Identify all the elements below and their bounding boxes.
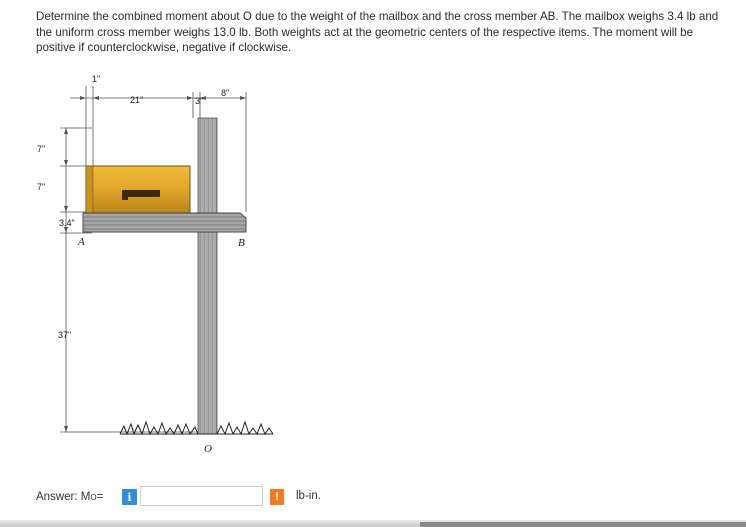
- post: [198, 118, 217, 434]
- dim-21in-label: 21": [130, 95, 144, 105]
- dimension-lines: [60, 86, 246, 432]
- question-text: Determine the combined moment about O due to the weight of the mailbox and the cross member AB. The mailbox weighs 3.4 lb and the uniform cross member weighs 13.0 lb. Both weights act at the geometric centers of the respective items. The moment will be positive if counterclockwise, negative if clockwise.: [36, 10, 719, 54]
- point-o-label: O: [204, 443, 212, 455]
- answer-row: [36, 486, 103, 508]
- answer-label-equals: =: [96, 491, 104, 503]
- mailbox: [86, 166, 190, 213]
- answer-label-subscript: O: [90, 493, 97, 502]
- dim-3in-label: 3": [195, 96, 204, 106]
- cross-member-ab: [83, 213, 246, 232]
- answer-input[interactable]: [140, 486, 263, 506]
- dim-8in-label: 8": [221, 88, 230, 98]
- dim-1in-label: 1": [92, 74, 101, 84]
- point-b-label: B: [238, 237, 245, 249]
- warning-icon[interactable]: !: [270, 489, 284, 505]
- bottom-border-dark: [420, 522, 746, 527]
- answer-label: [36, 491, 103, 503]
- info-icon[interactable]: i: [122, 489, 137, 505]
- unit-label: lb-in.: [296, 490, 321, 502]
- answer-label-prefix: Answer: M: [36, 491, 91, 503]
- dimension-arrows: [64, 96, 246, 432]
- point-a-label: A: [78, 236, 85, 248]
- dim-37in-label: 37": [58, 330, 72, 340]
- dim-7in-top-label: 7": [37, 144, 46, 154]
- dim-3-4in-label: 3.4": [59, 218, 75, 228]
- dim-7in-bottom-label: 7": [37, 182, 46, 192]
